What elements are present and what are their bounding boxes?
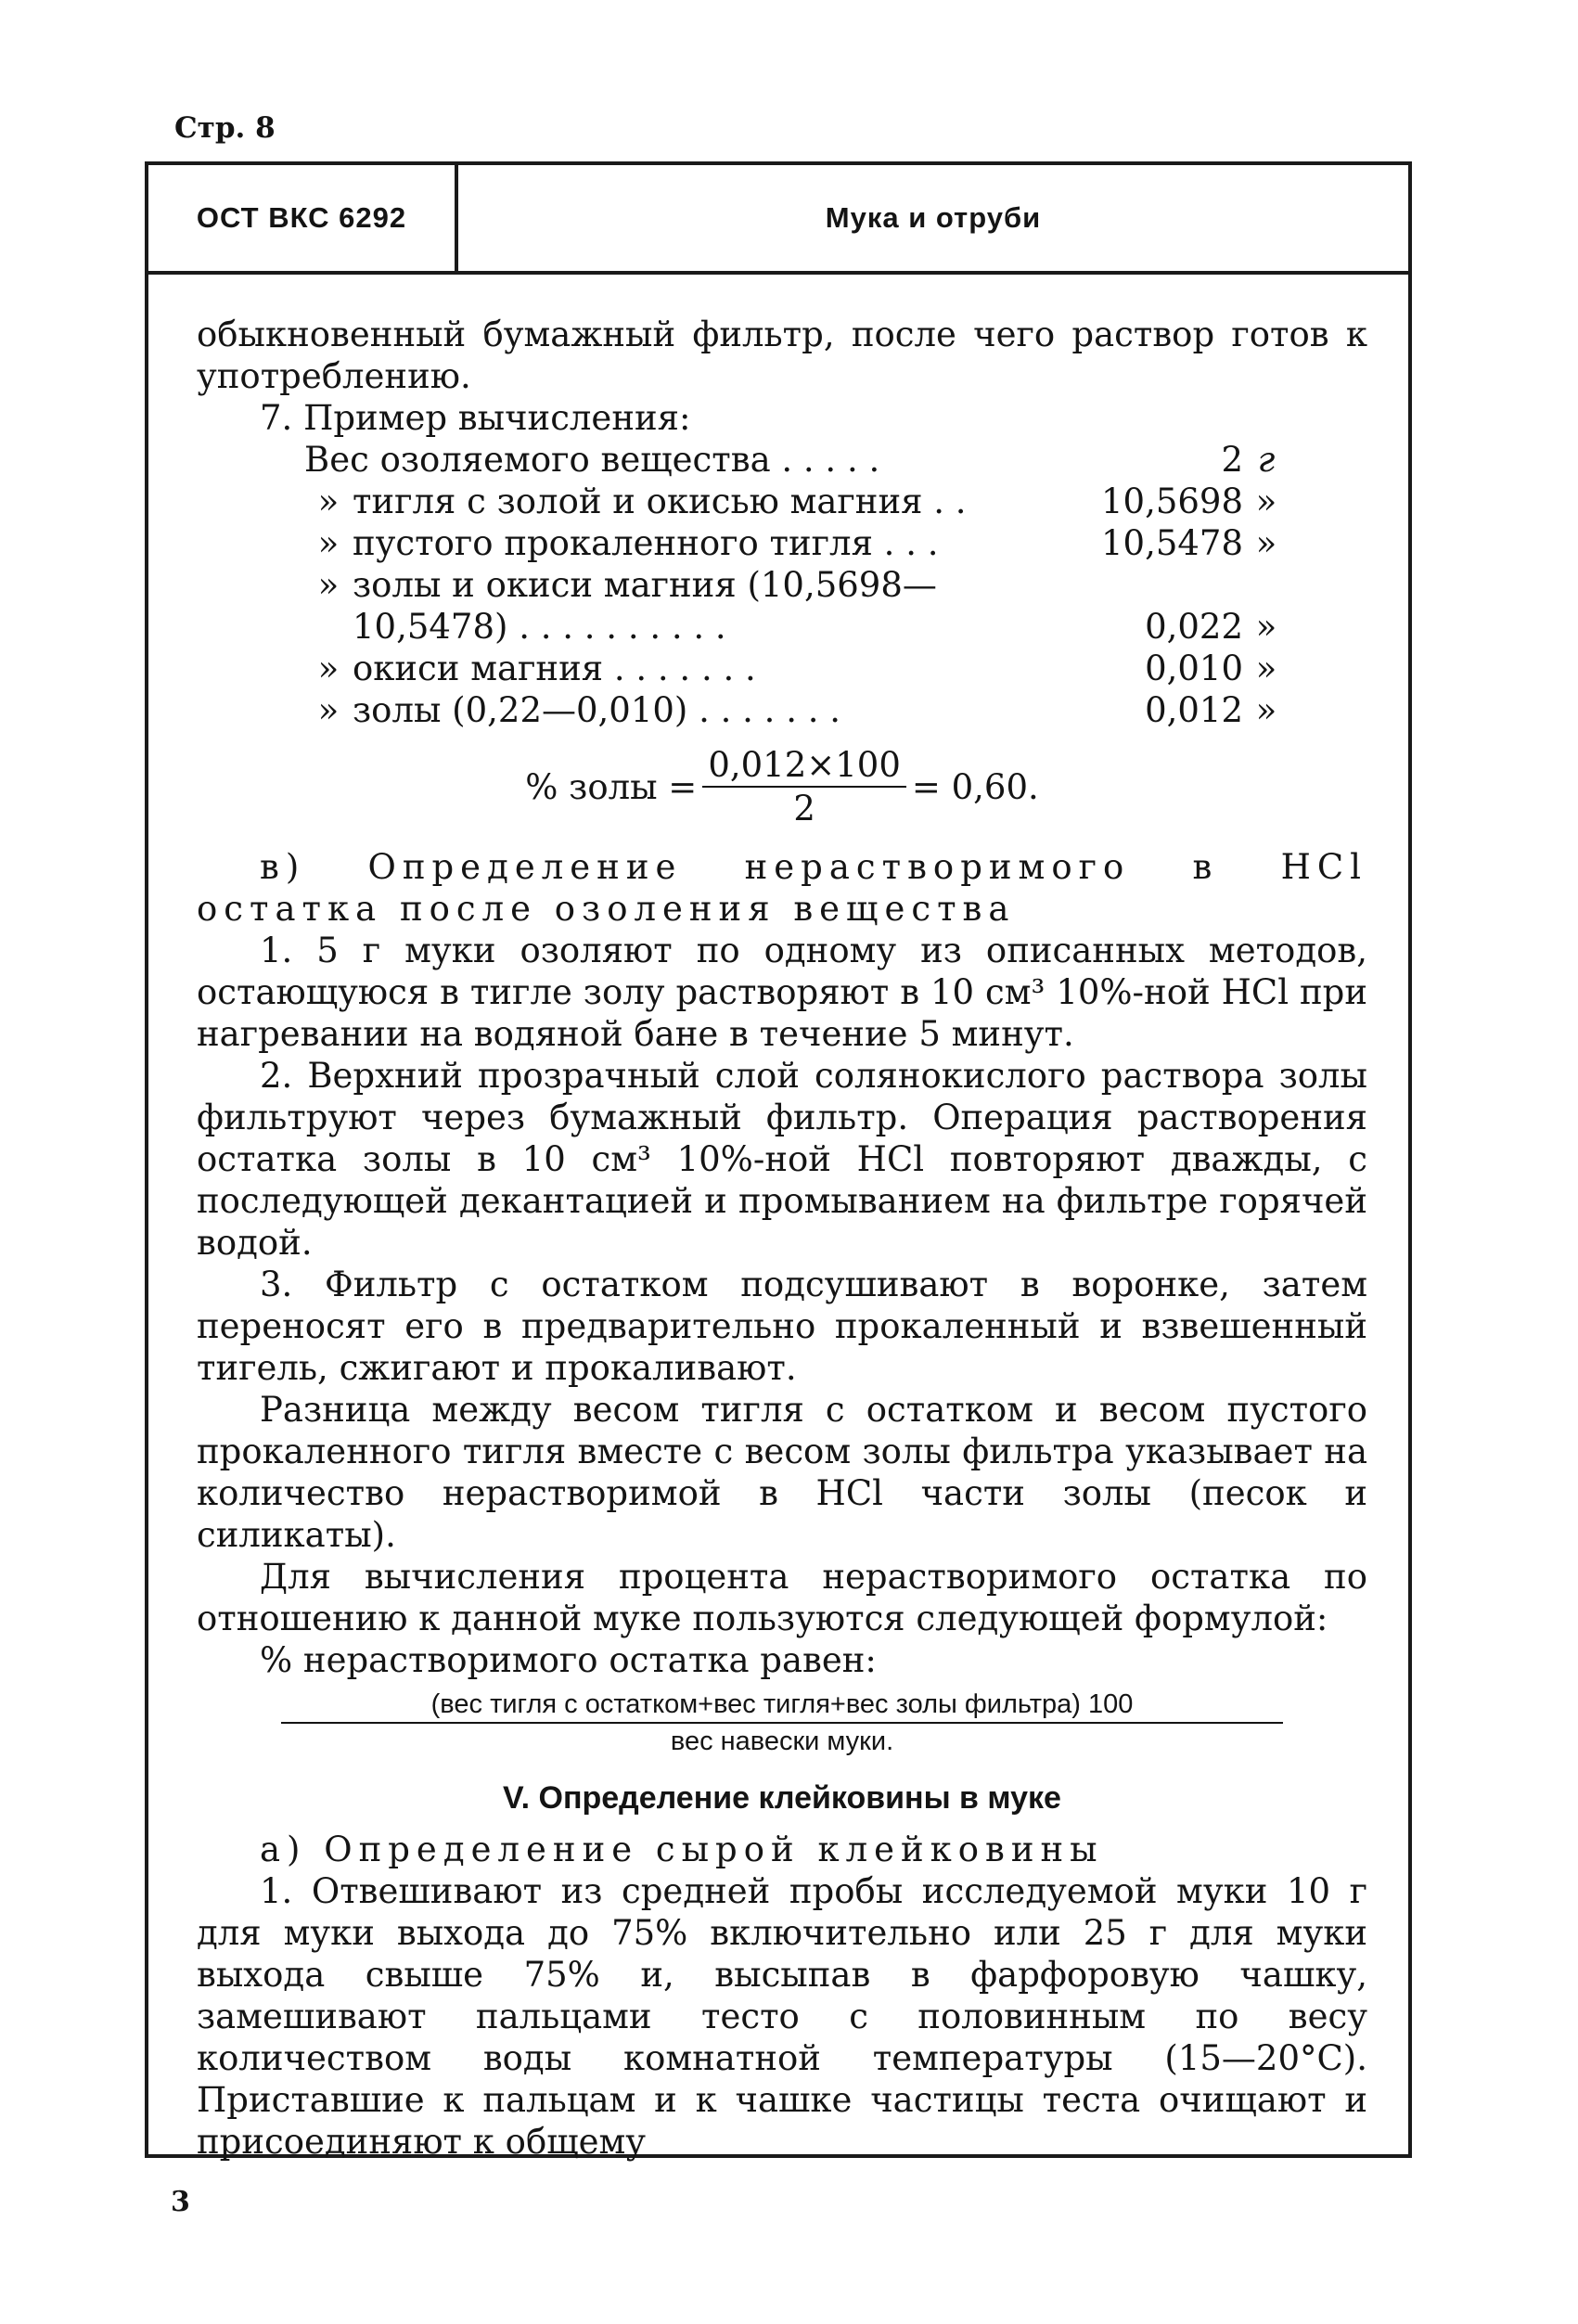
section-v-paragraphs [197, 930, 1367, 1681]
body-paragraph: Разница между весом тигля с остатком и весом пустого прокаленного тигля вместе с весом золы фильтра указывает на количество нерастворимой в HCl части золы (песок и силикаты). [197, 1390, 1367, 1555]
calc-label: Вес озоляемого вещества . . . . . [304, 440, 880, 480]
body-paragraph: 3. Фильтр с остатком подсушивают в воронке, затем переносят его в предварительно прокаленный и взвешенный тигель, сжигают и прокаливают. [197, 1265, 1367, 1388]
section-paragraph: 1. Отвешивают из средней пробы исследуемой муки 10 г для муки выхода до 75% включительно или 25 г для муки выхода свыше 75% и, высыпав в фарфоровую чашку, замешивают пальцами тесто с половинным по весу количеством воды комнатной температуры (15—20°С). Приставшие к пальцам и к чашке частицы теста очищают и присоединяют к общему [197, 1871, 1367, 2162]
section-subheading: а) Определение сырой клейковины [260, 1830, 1104, 1869]
calc-label: золы (0,22—0,010) . . . . . . . [353, 690, 841, 730]
standard-code: ОСТ ВКС 6292 [148, 165, 458, 271]
calc-ditto: » [317, 648, 340, 688]
calc-unit [1243, 564, 1289, 606]
calc-unit: » [1255, 607, 1277, 647]
document-header [148, 165, 1408, 275]
body-paragraph: % нерастворимого остатка равен: [260, 1640, 877, 1680]
calc-ditto: » [317, 690, 340, 730]
calc-label: тигля с золой и окисью магния . . [353, 481, 967, 521]
calc-value: 10,5478 [1100, 523, 1243, 563]
formula-numerator: 0,012×100 [702, 744, 906, 788]
intro-paragraph: обыкновенный бумажный фильтр, после чего раствор готов к употреблению. [197, 315, 1367, 396]
formula2-numerator: (вес тигля с остатком+вес тигля+вес золы фильтра) 100 [281, 1687, 1283, 1724]
calc-row [197, 689, 1367, 731]
body-paragraph: 1. 5 г муки озоляют по одному из описанных методов, остающуюся в тигле золу растворяют в 10 см³ 10%-ной HCl при нагревании на водяной бане в течение 5 минут. [197, 931, 1367, 1054]
formula-left: % золы = [525, 766, 698, 807]
formula2-tail: . [886, 1727, 894, 1756]
calc-unit: » [1255, 690, 1277, 730]
calc-value [1039, 564, 1243, 606]
ash-formula [197, 740, 1367, 833]
calc-ditto: » [317, 481, 340, 521]
calc-row [197, 606, 1367, 648]
calc-label: 10,5478) . . . . . . . . . . [353, 607, 726, 647]
page-frame [145, 161, 1412, 2162]
calc-row [197, 481, 1367, 522]
formula2-denominator: вес навески муки [670, 1727, 887, 1756]
calc-unit: » [1255, 523, 1277, 563]
calc-unit: » [1255, 481, 1277, 521]
calc-ditto [304, 606, 353, 648]
formula-right: = 0,60. [911, 766, 1039, 807]
page-number: Стр. 8 [174, 111, 276, 145]
calc-ditto: » [317, 565, 340, 605]
document-title: Мука и отруби [825, 201, 1042, 234]
calc-row [197, 522, 1367, 564]
calc-label: золы и окиси магния (10,5698— [353, 565, 937, 605]
formula-denominator: 2 [793, 789, 815, 828]
calc-value: 0,012 [1145, 690, 1243, 730]
calc-unit: » [1255, 648, 1277, 688]
section-v-heading: в) Определение нерастворимого в HCl остатка после озоления вещества [197, 847, 1367, 929]
example-heading: 7. Пример вычисления: [260, 398, 691, 438]
insoluble-formula [197, 1687, 1367, 1759]
calc-unit: г [1257, 440, 1276, 480]
footer-mark: 3 [171, 2186, 190, 2218]
calc-value: 0,010 [1145, 648, 1243, 688]
calc-ditto: » [317, 523, 340, 563]
calc-label: пустого прокаленного тигля . . . [353, 523, 939, 563]
page-body [197, 314, 1367, 2163]
calc-value: 0,022 [1145, 607, 1243, 647]
calc-rows [197, 481, 1367, 731]
calc-label: окиси магния . . . . . . . [353, 648, 756, 688]
calc-row [197, 564, 1367, 606]
calc-value: 10,5698 [1100, 481, 1243, 521]
calc-row [197, 439, 1367, 481]
body-paragraph: Для вычисления процента нерастворимого остатка по отношению к данной муке пользуются следующей формулой: [197, 1557, 1367, 1638]
body-paragraph: 2. Верхний прозрачный слой солянокислого раствора золы фильтруют через бумажный фильтр. Операция растворения остатка золы в 10 см³ 10%-ной HCl повторяют дважды, с последующей декантацией и промыванием на фильтре горячей водой. [197, 1056, 1367, 1263]
calc-value: 2 [1221, 440, 1243, 480]
section-title: V. Определение клейковины в муке [503, 1780, 1061, 1816]
calc-row [197, 648, 1367, 689]
formula-fraction [702, 744, 906, 829]
